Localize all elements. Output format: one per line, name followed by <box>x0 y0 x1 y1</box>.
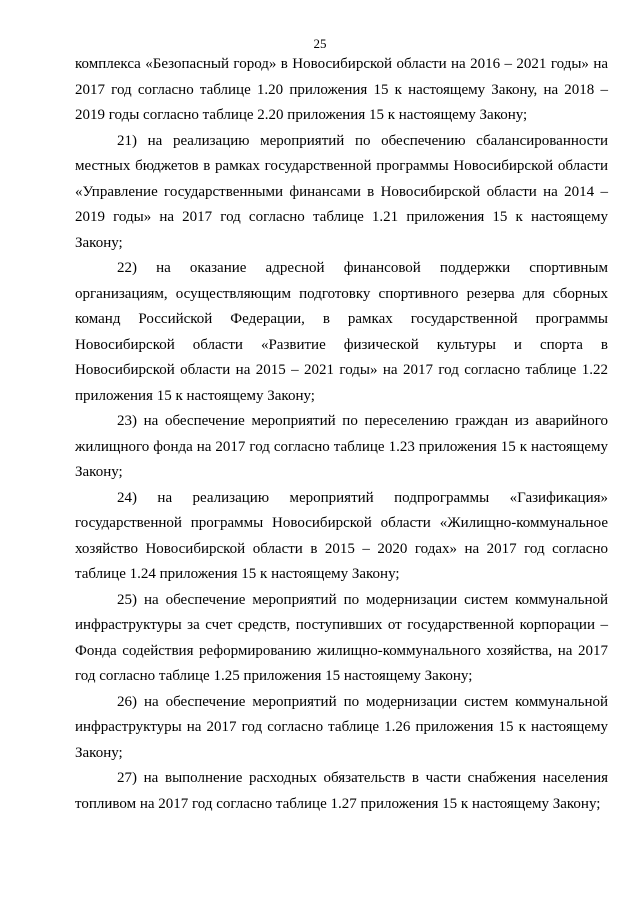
paragraph-item-23: 23) на обеспечение мероприятий по переселению граждан из аварийного жилищного фонда на 2017 год согласно таблице 1.23 приложения 15 к настоящему Закону; <box>75 413 608 480</box>
paragraph-item-26: 26) на обеспечение мероприятий по модернизации систем коммунальной инфраструктуры на 2017 год согласно таблице 1.26 приложения 15 к настоящему Закону; <box>75 693 608 761</box>
paragraph-item-22: 22) на оказание адресной финансовой поддержки спортивным организациям, осуществляющим подготовку спортивного резерва для сборных команд Российской Федерации, в рамках государственной программы Новосибирской области «Развитие физической культуры и спорта в Новосибирской области на 2015 – 2021 годы» на 2017 год согласно таблице 1.22 приложения 15 к настоящему Закону; <box>75 260 608 404</box>
paragraph-continuation: комплекса «Безопасный город» в Новосибирской области на 2016 – 2021 годы» на 2017 год согласно таблице 1.20 приложения 15 к настоящему Закону, на 2018 – 2019 годы согласно таблице 2.20 приложения 15 к настоящему Закону; <box>75 56 608 123</box>
paragraph-item-25: 25) на обеспечение мероприятий по модернизации систем коммунальной инфраструктуры за счет средств, поступивших от государственной корпорации – Фонда содействия реформированию жилищно-коммунального хозяйства, на 2017 год согласно таблице 1.25 приложения 15 настоящему Закону; <box>75 591 608 684</box>
document-body <box>75 52 608 817</box>
paragraph-item-21: 21) на реализацию мероприятий по обеспечению сбалансированности местных бюджетов в рамках государственной программы Новосибирской области «Управление государственными финансами в Новосибирской области на 2014 – 2019 годы» на 2017 год согласно таблице 1.21 приложения 15 к настоящему Закону; <box>75 132 608 251</box>
page-number: 25 <box>313 36 327 51</box>
paragraph-item-24: 24) на реализацию мероприятий подпрограммы «Газификация» государственной программы Новосибирской области «Жилищно-коммунальное хозяйство Новосибирской области в 2015 – 2020 годах» на 2017 год согласно таблице 1.24 приложения 15 к настоящему Закону; <box>75 489 608 582</box>
paragraph-item-27: 27) на выполнение расходных обязательств в части снабжения населения топливом на 2017 год согласно таблице 1.27 приложения 15 к настоящему Закону; <box>75 770 608 812</box>
